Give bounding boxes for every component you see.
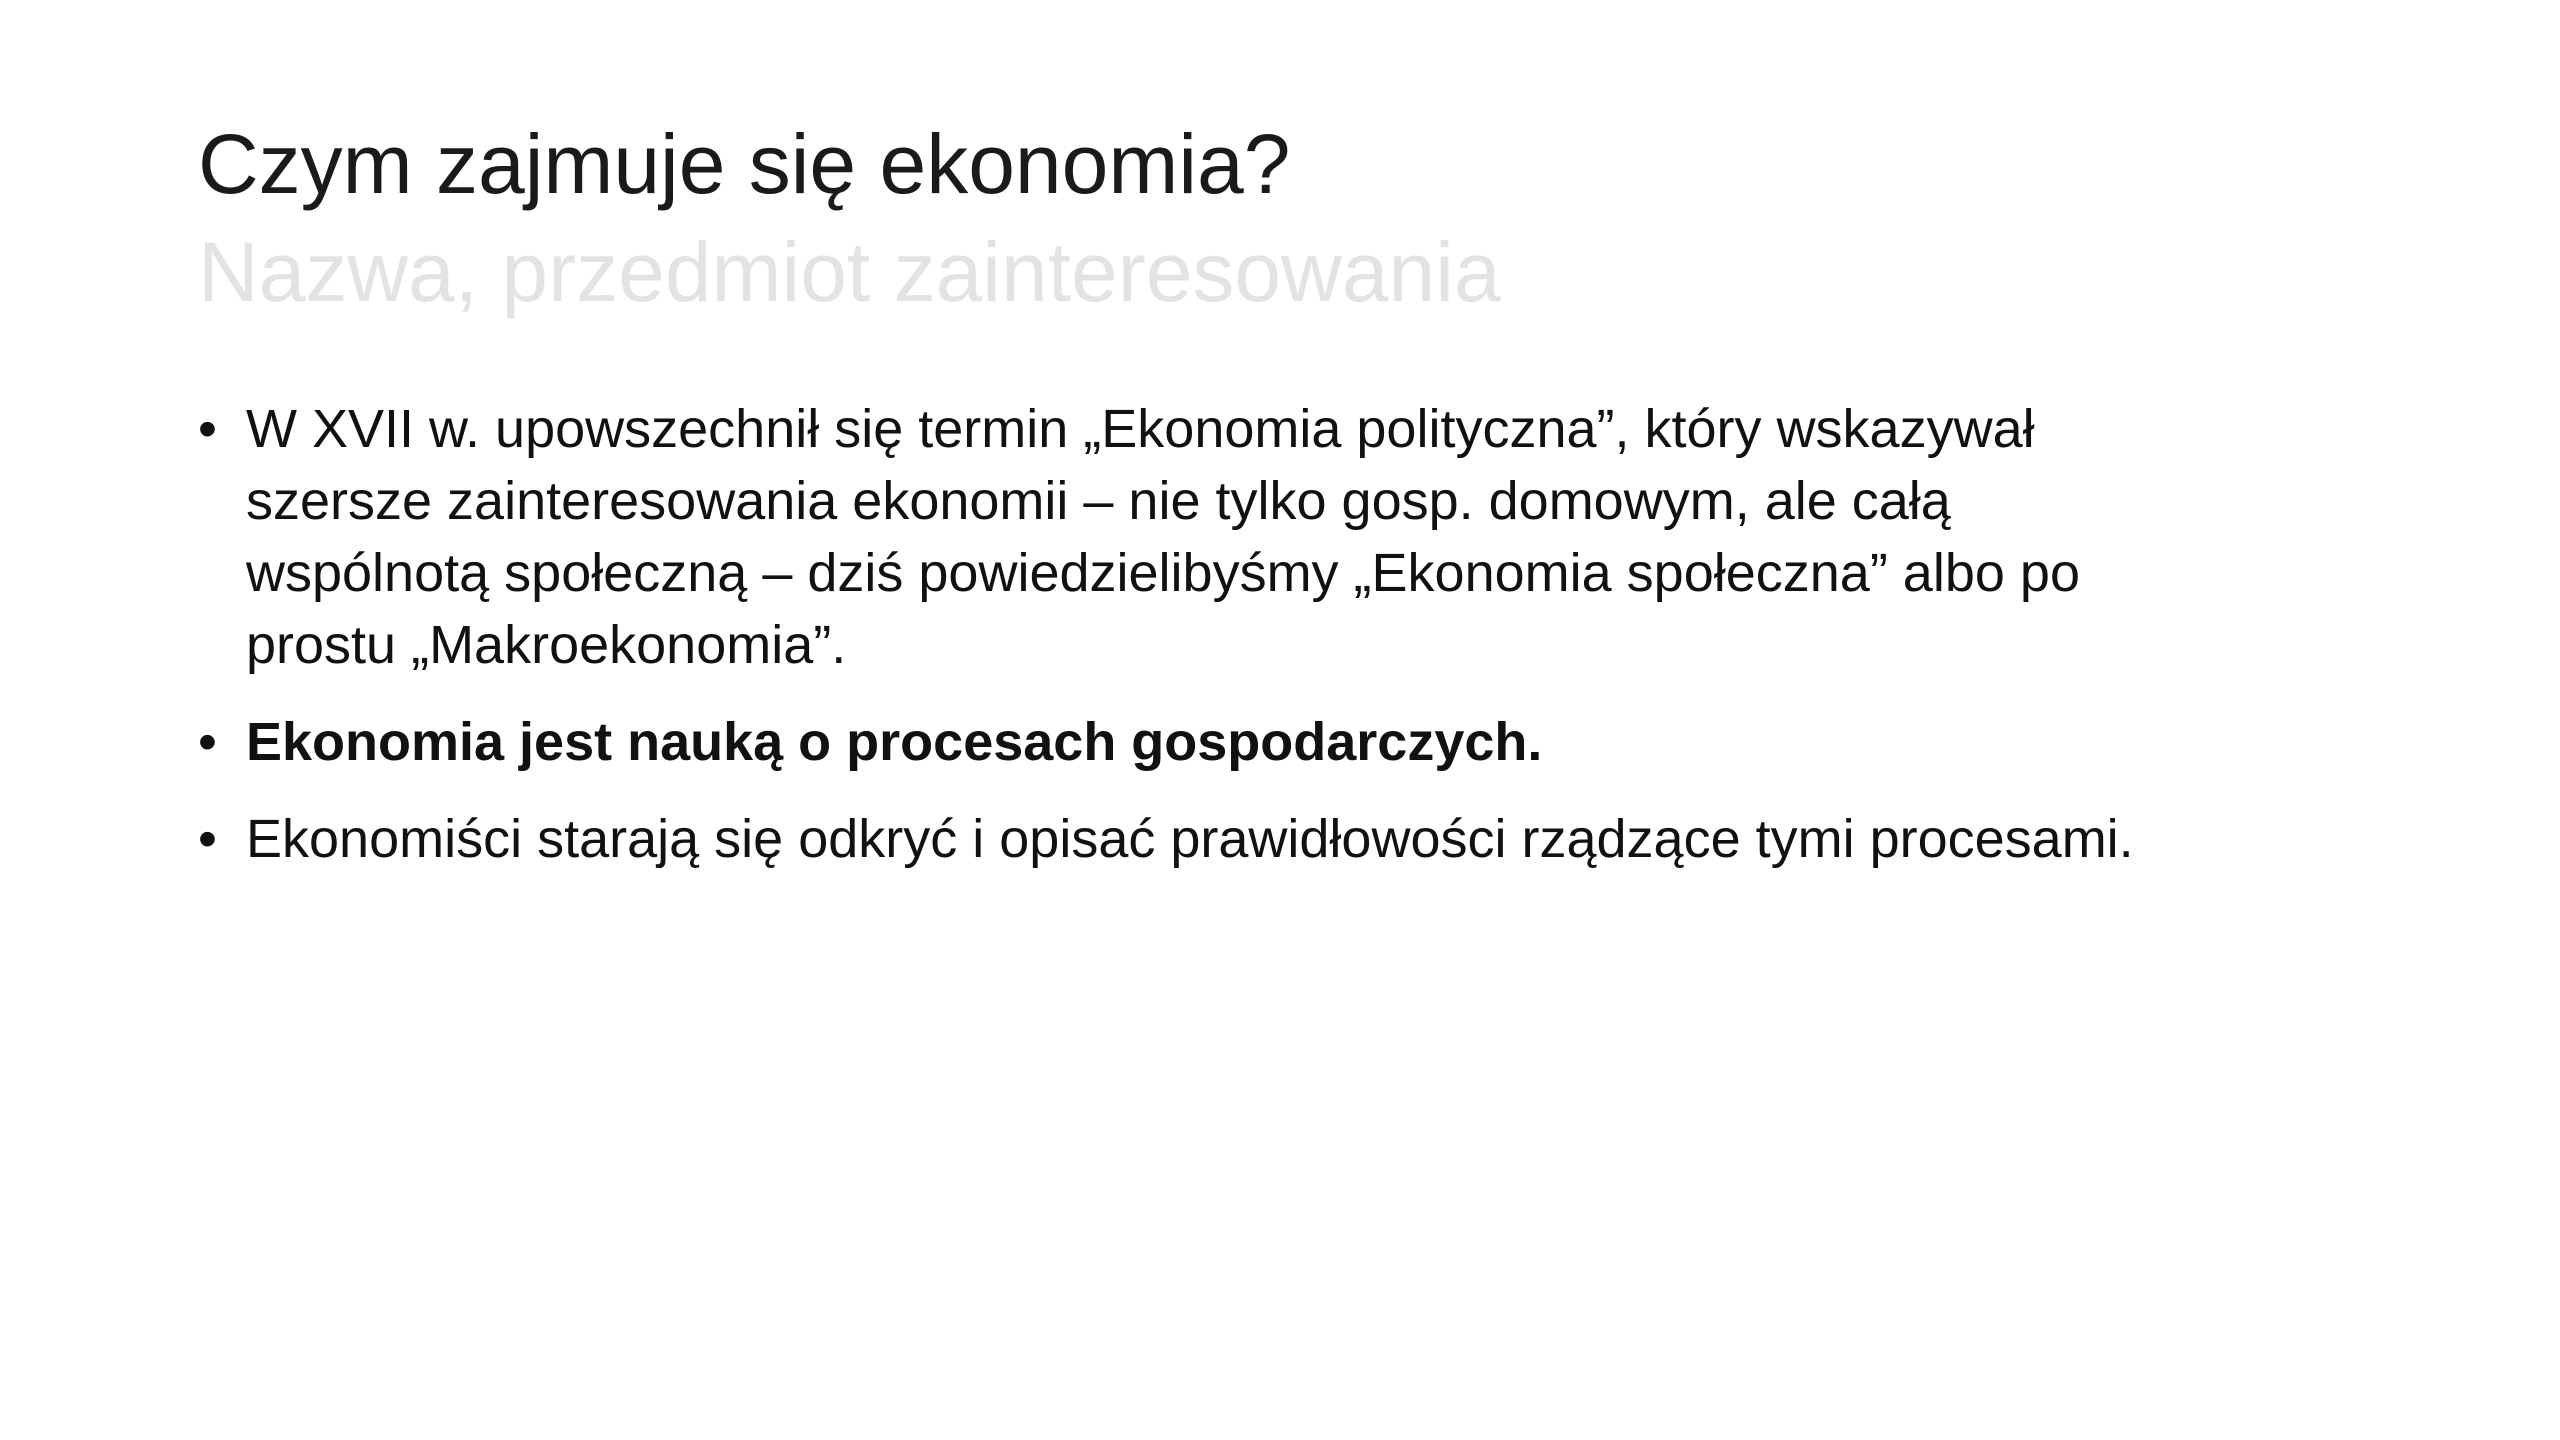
bullet-marker: • xyxy=(198,712,217,772)
bullet-item-3 xyxy=(198,803,2418,875)
slide-title: Czym zajmuje się ekonomia? xyxy=(198,117,1291,211)
bullet-item-1 xyxy=(198,393,2418,681)
bullet-marker: • xyxy=(198,809,217,869)
title-block xyxy=(198,110,2398,326)
bullet-line: W XVII w. upowszechnił się termin „Ekonomia polityczna”, który wskazywał xyxy=(246,399,2035,459)
bullet-line: Ekonomiści starają się odkryć i opisać prawidłowości rządzące tymi procesami. xyxy=(246,809,2134,869)
bullet-line: wspólnotą społeczną – dziś powiedzielibyśmy „Ekonomia społeczna” albo po xyxy=(246,543,2080,603)
bullet-line: Ekonomia jest nauką o procesach gospodarczych. xyxy=(246,712,1543,772)
bullet-list xyxy=(198,393,2418,900)
slide-subtitle: Nazwa, przedmiot zainteresowania xyxy=(198,225,1501,319)
bullet-line: szersze zainteresowania ekonomii – nie tylko gosp. domowym, ale całą xyxy=(246,471,1951,531)
bullet-item-2 xyxy=(198,706,2418,778)
bullet-marker: • xyxy=(198,399,217,459)
bullet-line: prostu „Makroekonomia”. xyxy=(246,615,847,675)
